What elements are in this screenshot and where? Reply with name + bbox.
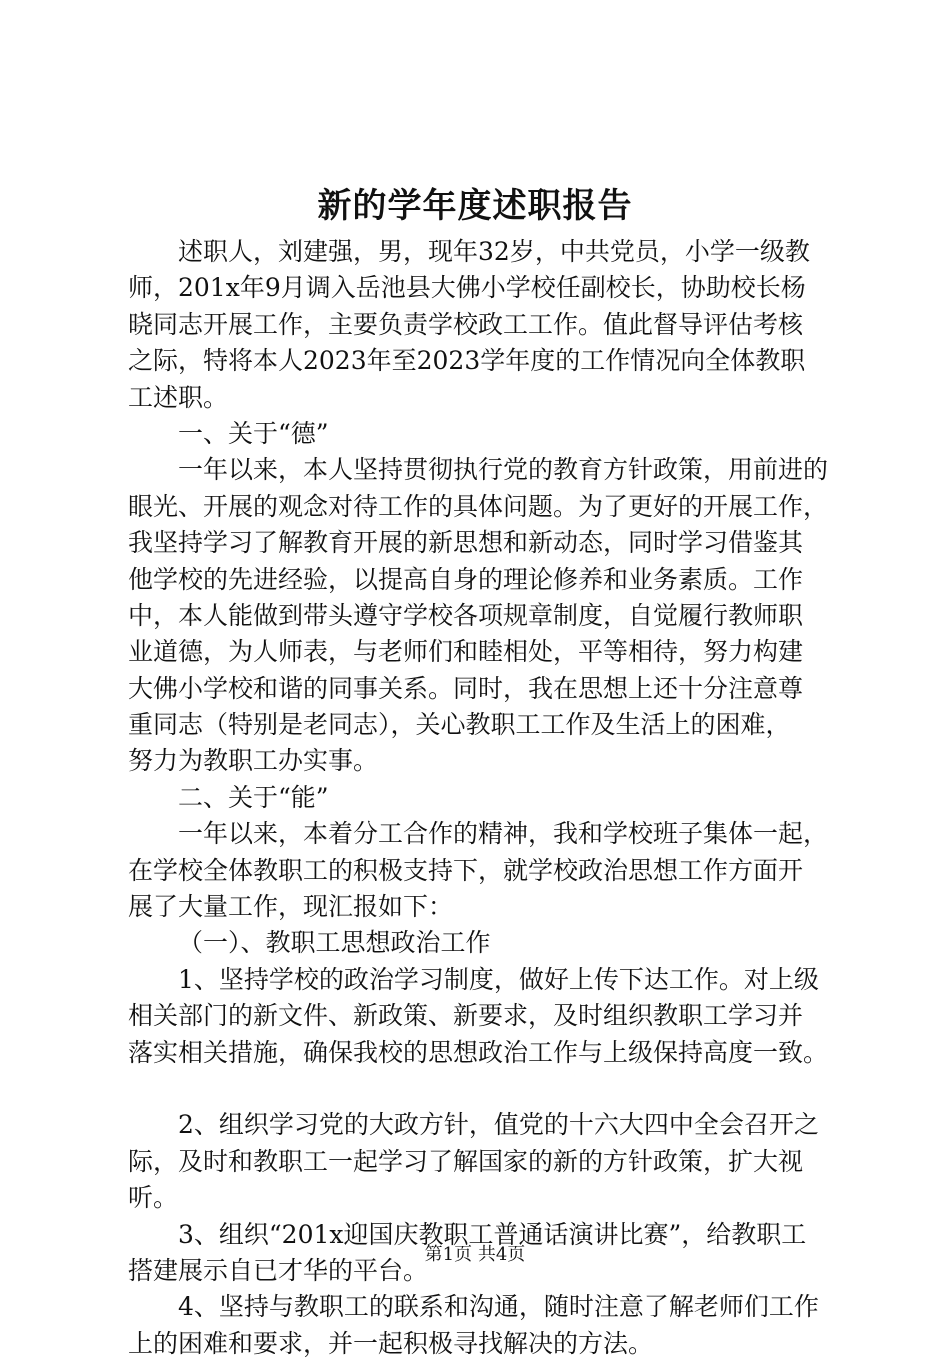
body-line: 相关部门的新文件、新政策、新要求，及时组织教职工学习并: [128, 1001, 804, 1031]
body-line: 上的困难和要求，并一起积极寻找解决的方法。: [128, 1328, 654, 1358]
body-line: 际，及时和教职工一起学习了解国家的新的方针政策，扩大视: [128, 1146, 804, 1176]
body-line: 中，本人能做到带头遵守学校各项规章制度，自觉履行教师职: [128, 600, 804, 630]
body-line: 大佛小学校和谐的同事关系。同时，我在思想上还十分注意尊: [128, 673, 804, 703]
body-line: 重同志（特别是老同志），关心教职工工作及生活上的困难，: [128, 710, 791, 740]
body-line: 之际，特将本人2023年至2023学年度的工作情况向全体教职: [128, 346, 806, 376]
document-body: [128, 234, 858, 1362]
body-line: 业道德，为人师表，与老师们和睦相处，平等相待，努力构建: [128, 637, 804, 667]
body-line: 一、关于“德”: [178, 418, 329, 448]
page-footer: 第1页 共4页: [424, 1244, 526, 1265]
body-line: 眼光、开展的观念对待工作的具体问题。为了更好的开展工作，: [128, 491, 829, 521]
body-line: 一年以来，本着分工合作的精神，我和学校班子集体一起，: [178, 819, 829, 849]
body-line: 晓同志开展工作，主要负责学校政工工作。值此督导评估考核: [128, 309, 804, 339]
body-line: （一）、教职工思想政治工作: [178, 928, 491, 958]
body-line: 听。: [128, 1183, 179, 1213]
body-line: 落实相关措施，确保我校的思想政治工作与上级保持高度一致。: [128, 1037, 829, 1067]
body-line: 在学校全体教职工的积极支持下，就学校政治思想工作方面开: [128, 855, 804, 885]
body-line: 1、坚持学校的政治学习制度，做好上传下达工作。对上级: [178, 964, 819, 994]
body-line: 二、关于“能”: [178, 782, 329, 812]
body-line: 3、组织“201x迎国庆教职工普通话演讲比赛”，给教职工: [178, 1219, 807, 1249]
body-line: 述职人，刘建强，男，现年32岁，中共党员，小学一级教: [178, 237, 810, 266]
body-line: 一年以来，本人坚持贯彻执行党的教育方针政策，用前进的: [178, 455, 829, 485]
body-line: 展了大量工作，现汇报如下：: [128, 892, 454, 922]
body-line: 师，201x年9月调入岳池县大佛小学校任副校长，协助校长杨: [128, 273, 806, 303]
body-line: 我坚持学习了解教育开展的新思想和新动态，同时学习借鉴其: [128, 528, 804, 558]
document-title: 新的学年度述职报告: [317, 186, 633, 226]
body-line: 努力为教职工办实事。: [128, 746, 379, 776]
body-line: 4、坚持与教职工的联系和沟通，随时注意了解老师们工作: [178, 1292, 819, 1322]
body-line: [128, 1071, 858, 1107]
body-line: 2、组织学习党的大政方针，值党的十六大四中全会召开之: [178, 1110, 819, 1140]
body-line: 他学校的先进经验，以提高自身的理论修养和业务素质。工作: [128, 564, 804, 594]
body-line: 搭建展示自已才华的平台。: [128, 1255, 429, 1285]
body-line: 工述职。: [128, 382, 229, 412]
